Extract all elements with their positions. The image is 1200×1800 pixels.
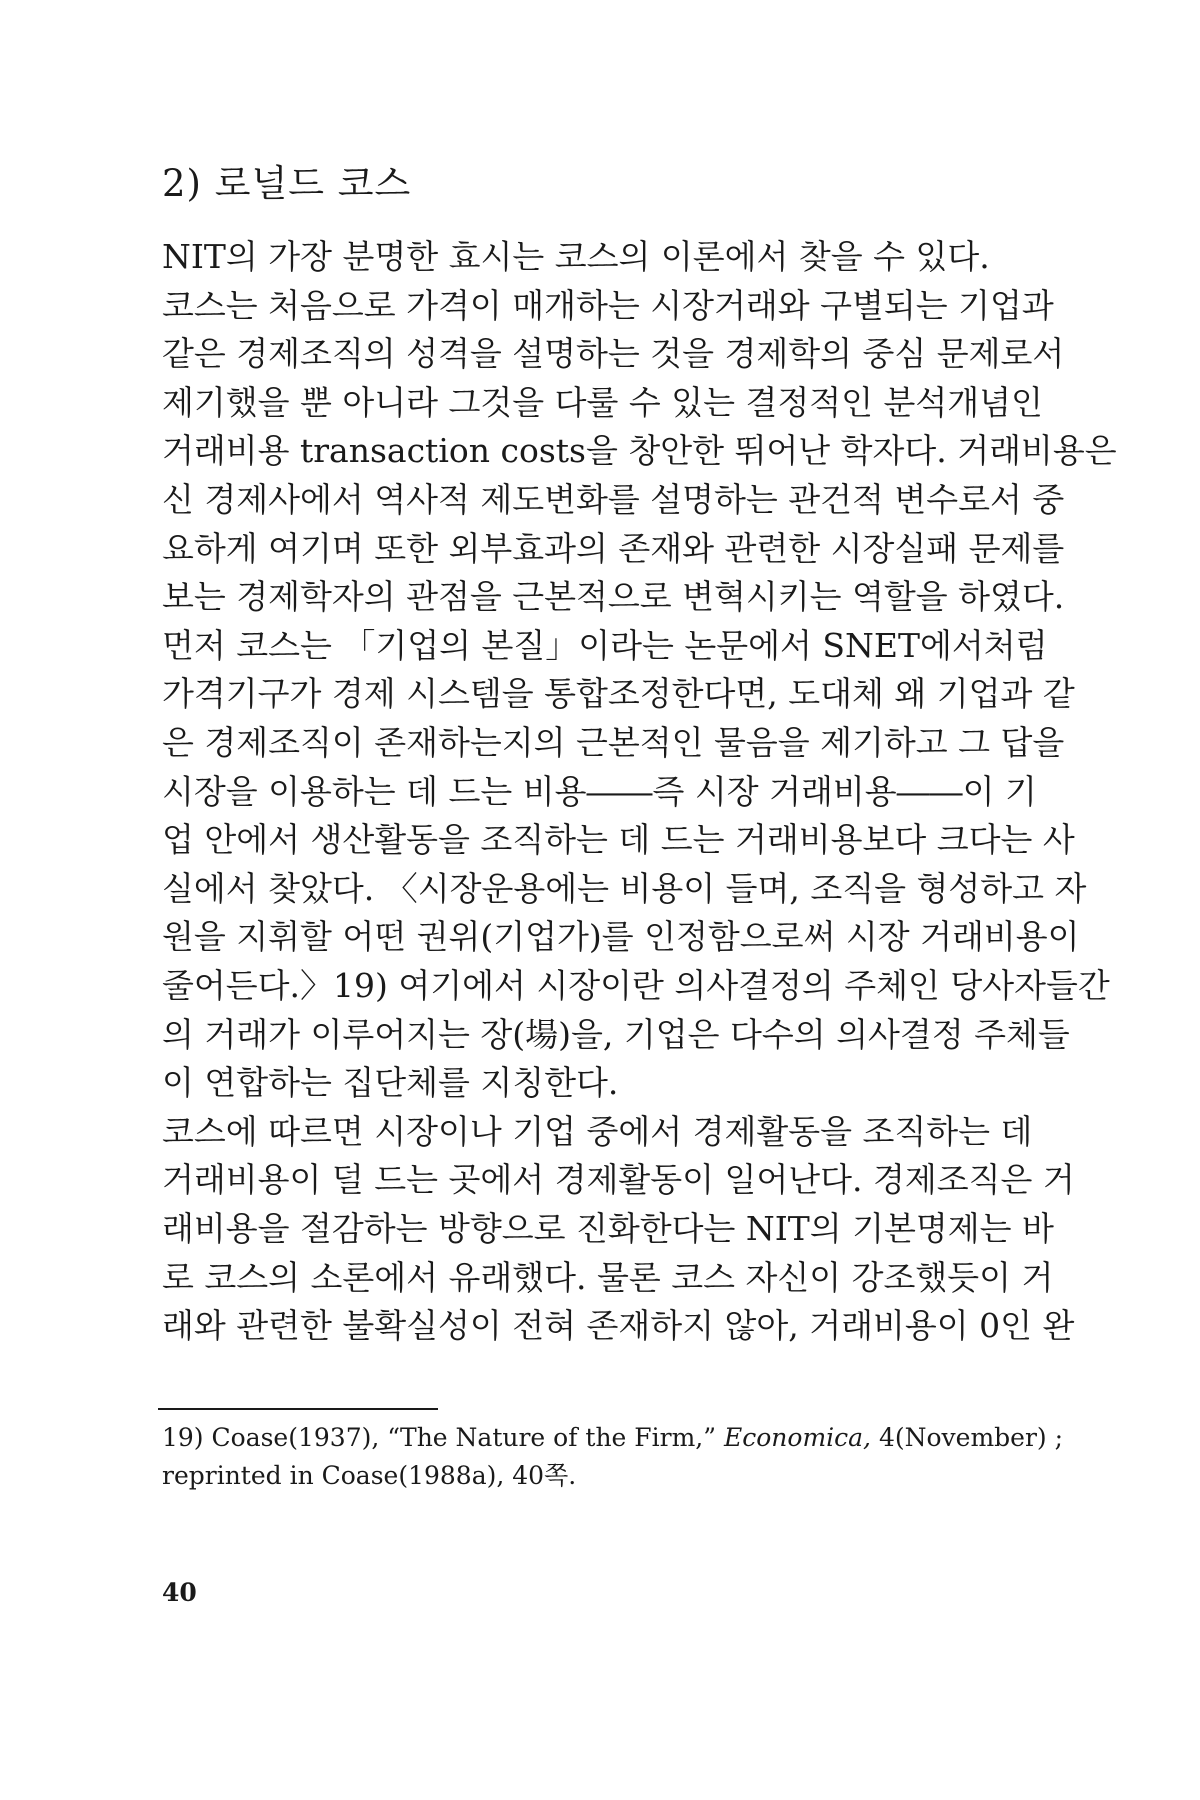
footnote-divider xyxy=(158,1408,438,1410)
body-line: 업 안에서 생산활동을 조직하는 데 드는 거래비용보다 크다는 사 xyxy=(162,820,1075,860)
body-line: 의 거래가 이루어지는 장(場)을, 기업은 다수의 의사결정 주체들 xyxy=(162,1014,1070,1054)
body-line: 거래비용이 덜 드는 곳에서 경제활동이 일어난다. 경제조직은 거 xyxy=(162,1160,1075,1200)
body-line: 실에서 찾았다. 〈시장운용에는 비용이 들며, 조직을 형성하고 자 xyxy=(162,868,1087,908)
body-line: 은 경제조직이 존재하는지의 근본적인 물음을 제기하고 그 답을 xyxy=(162,723,1065,762)
body-line: 이 연합하는 집단체를 지칭한다. xyxy=(162,1063,619,1103)
body-line: 줄어든다.〉19) 여기에서 시장이란 의사결정의 주체인 당사자들간 xyxy=(162,966,1110,1005)
body-line: 코스는 처음으로 가격이 매개하는 시장거래와 구별되는 기업과 xyxy=(162,285,1054,325)
body-line: 로 코스의 소론에서 유래했다. 물론 코스 자신이 강조했듯이 거 xyxy=(162,1257,1054,1297)
body-line: 요하게 여기며 또한 외부효과의 존재와 관련한 시장실패 문제를 xyxy=(162,528,1065,568)
body-line: 가격기구가 경제 시스템을 통합조정한다면, 도대체 왜 기업과 같 xyxy=(162,674,1075,714)
body-line: 제기했을 뿐 아니라 그것을 다룰 수 있는 결정적인 분석개념인 xyxy=(162,382,1043,422)
body-line: NIT의 가장 분명한 효시는 코스의 이론에서 찾을 수 있다. xyxy=(162,237,990,276)
body-line: 보는 경제학자의 관점을 근본적으로 변혁시키는 역할을 하였다. xyxy=(162,577,1065,617)
footnote-line-2: reprinted in Coase(1988a), 40쪽. xyxy=(162,1461,577,1490)
body-line: 먼저 코스는 「기업의 본질」이라는 논문에서 SNET에서처럼 xyxy=(162,625,1048,665)
body-line: 래비용을 절감하는 방향으로 진화한다는 NIT의 기본명제는 바 xyxy=(162,1209,1054,1248)
footnote-line-1 xyxy=(162,1423,1064,1452)
footnote-issue: 4(November) ; xyxy=(871,1423,1064,1452)
body-line: 신 경제사에서 역사적 제도변화를 설명하는 관건적 변수로서 중 xyxy=(162,480,1065,519)
body-line: 래와 관련한 불확실성이 전혀 존재하지 않아, 거래비용이 0인 완 xyxy=(162,1306,1075,1346)
footnote-journal: Economica, xyxy=(723,1423,871,1452)
body-line: 같은 경제조직의 성격을 설명하는 것을 경제학의 중심 문제로서 xyxy=(162,334,1065,374)
body-line: 코스에 따르면 시장이나 기업 중에서 경제활동을 조직하는 데 xyxy=(162,1111,1033,1151)
body-line: 시장을 이용하는 데 드는 비용――즉 시장 거래비용――이 기 xyxy=(162,771,1037,811)
body-line: 거래비용 transaction costs을 창안한 뛰어난 학자다. 거래비용은 xyxy=(162,431,1117,471)
page-number: 40 xyxy=(162,1578,197,1607)
footnote-citation: 19) Coase(1937), “The Nature of the Firm,” xyxy=(162,1423,724,1452)
body-line: 원을 지휘할 어떤 권위(기업가)를 인정함으로써 시장 거래비용이 xyxy=(162,917,1080,957)
section-heading: 2) 로널드 코스 xyxy=(162,162,412,205)
